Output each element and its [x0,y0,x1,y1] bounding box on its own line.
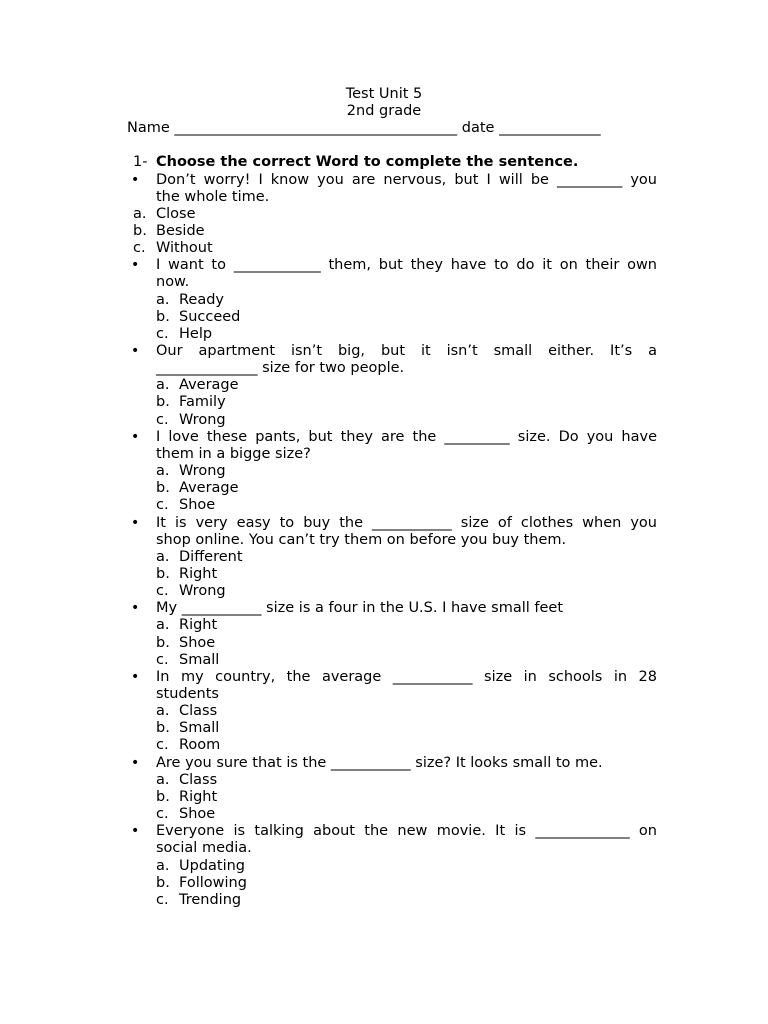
option-text: Small [179,651,220,668]
option-letter: c. [156,891,169,908]
option-text: Wrong [179,463,226,480]
date-blank: ______________ [499,120,601,136]
option-text: Shoe [179,497,216,514]
name-date-line [127,120,601,137]
option-letter: c. [156,737,169,754]
option-text: Shoe [179,634,216,651]
option-letter: b. [156,720,170,737]
question-text: Our apartment isn’t big, but it isn’t small either. It’s a [156,343,657,359]
question-text: Are you sure that is the ___________ size? It looks small to me. [156,754,603,771]
option-text: Wrong [179,411,226,428]
option-letter: c. [156,325,169,342]
option-text: Right [179,788,218,805]
question-text: It is very easy to buy the ___________ size of clothes when you [156,514,657,531]
option-text: Average [179,377,239,394]
option-text: Beside [156,222,205,239]
option-letter: c. [156,806,169,823]
option-text: Help [179,325,213,342]
question-bullet: • [131,668,140,685]
option-text: Average [179,480,239,497]
option-text: Succeed [179,308,241,325]
option-letter: c. [133,240,146,257]
option-letter: b. [156,308,170,325]
question-bullet: • [131,754,140,771]
option-letter: b. [133,222,147,239]
option-letter: a. [156,463,170,480]
option-text: Room [179,737,221,754]
question-bullet: • [131,257,140,274]
section-number: 1- [133,154,148,170]
option-letter: a. [156,771,170,788]
option-letter: b. [156,634,170,651]
option-letter: b. [156,480,170,497]
option-letter: a. [156,548,170,565]
option-text: Following [179,874,247,891]
grade-label: 2nd grade [346,103,422,119]
question-text: My ___________ size is a four in the U.S. I have small feet [156,600,564,617]
question-bullet: • [131,428,140,445]
option-letter: c. [156,497,169,514]
option-text: Family [179,394,226,411]
option-letter: a. [156,291,170,308]
question-text-continued: the whole time. [156,188,270,205]
option-text: Without [156,240,213,257]
option-text: Right [179,617,218,634]
option-text: Class [179,703,218,720]
question-text: Everyone is talking about the new movie. It is _____________ on [156,823,657,840]
option-letter: b. [156,394,170,411]
option-letter: c. [156,583,169,600]
option-letter: a. [156,703,170,720]
question-bullet: • [131,600,140,617]
question-text-continued: now. [156,274,190,291]
name-label: Name [127,120,170,136]
question-text-continued: students [156,686,219,702]
option-letter: b. [156,788,170,805]
option-text: Ready [179,291,225,308]
question-text-continued: them in a bigge size? [156,445,311,462]
option-letter: a. [156,857,170,874]
question-bullet: • [131,171,140,188]
option-text: Trending [179,891,242,908]
date-label: date [461,120,495,136]
option-letter: a. [156,377,170,394]
question-text: I want to ____________ them, but they have to do it on their own [156,257,657,274]
name-blank: _______________________________________ [174,120,458,136]
option-text: Wrong [179,583,226,600]
option-text: Close [156,205,196,222]
option-letter: b. [156,565,170,582]
option-text: Small [179,720,220,737]
question-text: In my country, the average ___________ size in schools in 28 [156,668,657,685]
option-text: Updating [179,857,246,874]
question-text-continued: social media. [156,840,252,857]
option-text: Right [179,565,218,582]
section-instruction: Choose the correct Word to complete the sentence. [156,154,579,170]
option-text: Shoe [179,806,216,823]
question-bullet: • [131,823,140,840]
question-bullet: • [131,343,140,359]
option-letter: b. [156,874,170,891]
option-letter: a. [133,205,147,222]
option-letter: a. [156,617,170,634]
question-text-continued: shop online. You can’t try them on before you buy them. [156,531,567,548]
question-text: I love these pants, but they are the _________ size. Do you have [156,428,657,445]
option-letter: c. [156,411,169,428]
question-bullet: • [131,514,140,531]
option-text: Different [179,548,243,565]
test-title: Test Unit 5 [345,86,423,102]
question-text-continued: ______________ size for two people. [156,360,405,377]
option-text: Class [179,771,218,788]
option-letter: c. [156,651,169,668]
question-text: Don’t worry! I know you are nervous, but I will be _________ you [156,171,657,188]
